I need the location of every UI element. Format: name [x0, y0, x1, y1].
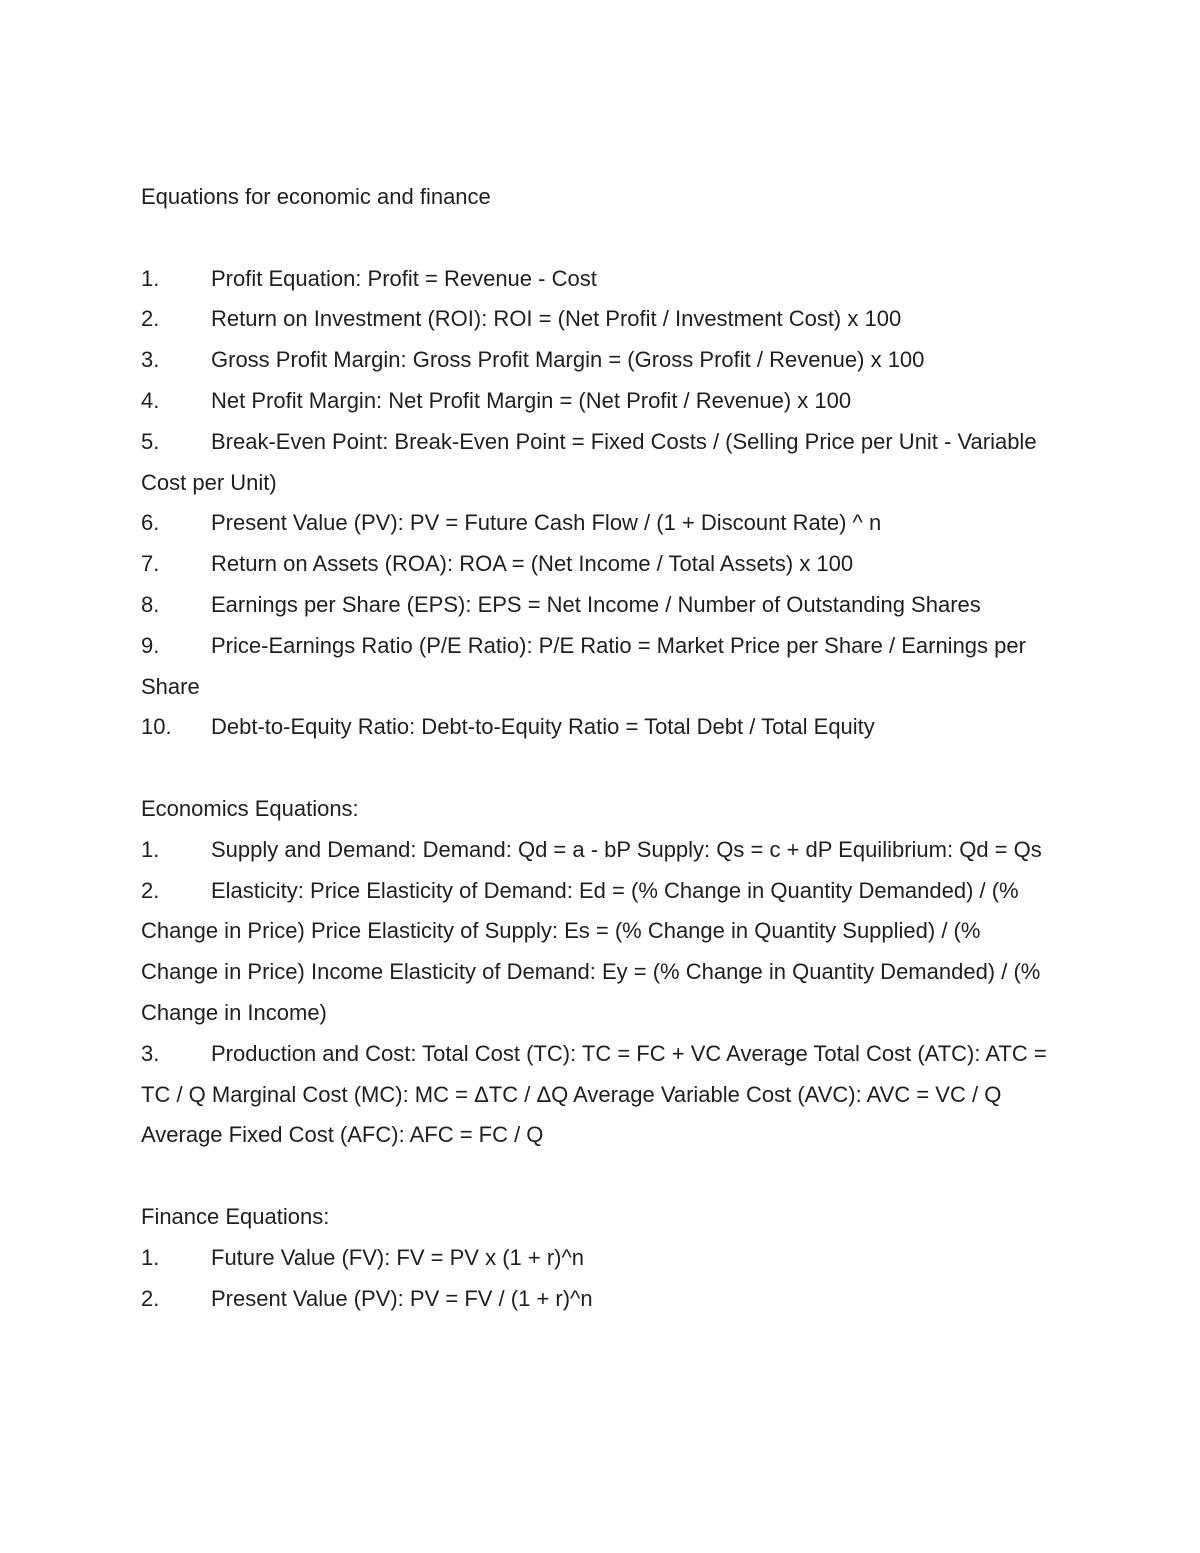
list-item-text: Net Profit Margin: Net Profit Margin = (Net Profit / Revenue) x 100 [211, 387, 852, 413]
list-item [141, 1279, 1061, 1320]
spacer [141, 218, 1061, 259]
list-item-number: 1. [141, 1244, 160, 1270]
list-item-number: 10. [141, 714, 172, 740]
list-item [141, 259, 1061, 300]
list-item-number: 2. [141, 306, 160, 332]
finance-equations-list [141, 1238, 1061, 1320]
list-item-number: 4. [141, 387, 160, 413]
economics-heading: Economics Equations: [141, 795, 359, 821]
spacer [141, 748, 1061, 789]
list-item-text: Production and Cost: Total Cost (TC): TC = FC + VC Average Total Cost (ATC): ATC = TC / Q Marginal Cost (MC): MC = ΔTC / ΔQ Average Variable Cost (AVC): AVC = VC / Q Average Fixed Cost (AFC): AFC = FC / Q [141, 1040, 1047, 1148]
list-item [141, 503, 1061, 544]
list-item [141, 626, 1061, 708]
list-item [141, 544, 1061, 585]
list-item [141, 830, 1061, 871]
list-item-number: 3. [141, 347, 160, 373]
list-item-number: 9. [141, 632, 160, 658]
list-item-text: Present Value (PV): PV = FV / (1 + r)^n [211, 1285, 593, 1311]
list-item-text: Return on Assets (ROA): ROA = (Net Income / Total Assets) x 100 [211, 551, 854, 577]
list-item [141, 585, 1061, 626]
list-item [141, 340, 1061, 381]
document-title: Equations for economic and finance [141, 184, 491, 209]
list-item-text: Present Value (PV): PV = Future Cash Flow / (1 + Discount Rate) ^ n [211, 510, 882, 536]
list-item-number: 5. [141, 428, 160, 454]
list-item-text: Future Value (FV): FV = PV x (1 + r)^n [211, 1244, 585, 1270]
list-item-number: 2. [141, 1285, 160, 1311]
list-item-number: 6. [141, 510, 160, 536]
list-item-number: 7. [141, 551, 160, 577]
general-equations-list [141, 259, 1061, 749]
list-item [141, 1238, 1061, 1279]
spacer [141, 1156, 1061, 1197]
list-item-number: 1. [141, 836, 160, 862]
list-item [141, 381, 1061, 422]
list-item [141, 1034, 1061, 1156]
economics-equations-list [141, 830, 1061, 1156]
list-item-number: 2. [141, 877, 160, 903]
list-item-text: Price-Earnings Ratio (P/E Ratio): P/E Ratio = Market Price per Share / Earnings per Share [141, 632, 1026, 699]
list-item-text: Debt-to-Equity Ratio: Debt-to-Equity Ratio = Total Debt / Total Equity [211, 714, 875, 740]
list-item-number: 8. [141, 591, 160, 617]
finance-heading: Finance Equations: [141, 1203, 330, 1229]
list-item [141, 707, 1061, 748]
list-item-text: Return on Investment (ROI): ROI = (Net Profit / Investment Cost) x 100 [211, 306, 902, 332]
list-item [141, 422, 1061, 504]
list-item-text: Profit Equation: Profit = Revenue - Cost [211, 265, 597, 291]
list-item [141, 299, 1061, 340]
list-item-number: 3. [141, 1040, 160, 1066]
list-item-text: Gross Profit Margin: Gross Profit Margin = (Gross Profit / Revenue) x 100 [211, 347, 925, 373]
list-item-text: Earnings per Share (EPS): EPS = Net Income / Number of Outstanding Shares [211, 591, 981, 617]
list-item-text: Break-Even Point: Break-Even Point = Fixed Costs / (Selling Price per Unit - Variable Cost per Unit) [141, 428, 1037, 495]
list-item-number: 1. [141, 265, 160, 291]
document-body [141, 177, 1061, 1319]
list-item-text: Elasticity: Price Elasticity of Demand: Ed = (% Change in Quantity Demanded) / (% Change in Price) Price Elasticity of Supply: Es = (% Change in Quantity Supplied) / (% Change in Price) Income Elasticity of Demand: Ey = (% Change in Quantity Demanded) / (% Change in Income) [141, 877, 1041, 1025]
list-item [141, 871, 1061, 1034]
list-item-text: Supply and Demand: Demand: Qd = a - bP Supply: Qs = c + dP Equilibrium: Qd = Qs [211, 836, 1042, 862]
